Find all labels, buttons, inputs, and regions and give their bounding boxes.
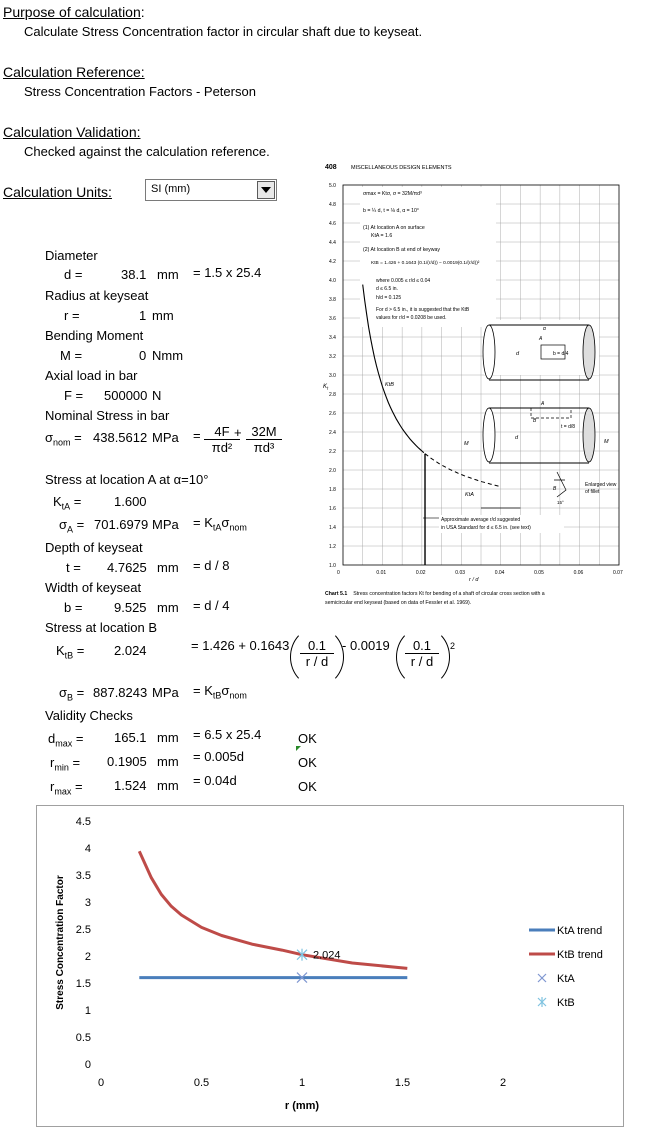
- ktb-formula-part2: - 0.0019: [342, 638, 390, 653]
- ref-note-8: d ≤ 6.5 in.: [376, 286, 398, 292]
- nominal-label: Nominal Stress in bar: [45, 408, 170, 423]
- ref-diag-t: t = d/8: [561, 424, 576, 430]
- data-label: 2.024: [313, 949, 341, 962]
- legend-item-ktb: [538, 997, 575, 1009]
- axial-label: Axial load in bar: [45, 368, 138, 383]
- legend-label: KtA: [557, 973, 575, 985]
- x-axis-title: r (mm): [284, 1100, 320, 1112]
- ref-note-4: KtA = 1.6: [371, 233, 393, 239]
- ktb-value: 2.024: [114, 643, 147, 658]
- ktb-symbol: $K_{tB}$ =: [56, 643, 85, 661]
- ref-enlarged-2: of fillet: [585, 489, 600, 495]
- legend-label: KtB: [557, 997, 575, 1009]
- ref-page-title: MISCELLANEOUS DESIGN ELEMENTS: [351, 165, 452, 171]
- legend-label: KtA trend: [557, 925, 603, 937]
- ref-y-tick: 1.2: [329, 544, 336, 550]
- ref-kta-label: KtA: [465, 492, 474, 498]
- legend-item-kta: [538, 973, 575, 985]
- rmin-unit: mm: [157, 754, 179, 769]
- ref-y-tick: 2.8: [329, 392, 336, 398]
- f-unit: N: [152, 388, 162, 403]
- legend-item-kta-trend: [529, 925, 602, 937]
- ref-caption-2: semicircular end keyseat (based on data of Fessler et al. 1969).: [325, 600, 472, 606]
- y-tick-label: 4.5: [75, 816, 91, 828]
- dmax-formula: = 6.5 x 25.4: [193, 727, 262, 742]
- ref-y-tick: 3.4: [329, 335, 336, 341]
- snom-symbol: $\sigma_{nom}$ =: [45, 430, 82, 448]
- ref-y-tick: 2.4: [329, 430, 336, 436]
- ref-x-tick: 0.07: [613, 570, 623, 576]
- rmax-status: OK: [298, 779, 317, 794]
- sa-unit: MPa: [152, 517, 179, 532]
- rmin-formula: = 0.005d: [193, 749, 244, 764]
- rmin-status: OK: [298, 755, 317, 770]
- sb-value: 887.8243: [93, 685, 148, 700]
- ref-y-tick: 5.0: [329, 183, 336, 189]
- ref-y-tick: 4.2: [329, 259, 336, 265]
- x-tick-label: 1.5: [394, 1077, 411, 1089]
- y-tick-label: 3: [84, 897, 91, 909]
- svg-text:A: A: [541, 401, 545, 407]
- reference-figure: [321, 160, 633, 610]
- ktb-frac2-den: r / d: [410, 654, 434, 669]
- dmax-status: OK: [298, 731, 317, 746]
- ref-y-tick: 4.6: [329, 221, 336, 227]
- snom-plus: +: [234, 425, 242, 440]
- purpose-text: Calculate Stress Concentration factor in circular shaft due to keyseat.: [24, 24, 423, 39]
- b-symbol: b =: [64, 600, 83, 615]
- purpose-heading: Purpose of calculation:: [3, 4, 145, 20]
- ref-y-tick: 3.8: [329, 297, 336, 303]
- sb-symbol: $\sigma_B$ =: [59, 685, 85, 703]
- ref-diag-d: d: [516, 351, 520, 357]
- svg-text:d: d: [515, 435, 519, 441]
- ref-y-tick: 1.0: [329, 563, 336, 569]
- ktb-frac2-num: 0.1: [405, 638, 439, 654]
- t-formula: = d / 8: [193, 558, 230, 573]
- sb-unit: MPa: [152, 685, 179, 700]
- reference-heading: Calculation Reference:: [3, 64, 145, 80]
- series-line-ktb-trend: [139, 851, 407, 968]
- r-value[interactable]: 1: [139, 308, 147, 323]
- ref-y-tick: 3.2: [329, 354, 336, 360]
- snom-value: 438.5612: [93, 430, 148, 445]
- d-value[interactable]: 38.1: [121, 267, 147, 282]
- x-tick-label: 1: [298, 1077, 306, 1089]
- ref-angle-label: 15°: [557, 500, 564, 505]
- ref-diag-a: A: [539, 336, 543, 342]
- ktb-formula-part1: = 1.426 + 0.1643: [191, 638, 290, 653]
- dmax-value: 165.1: [114, 730, 147, 745]
- y-tick-label: 0: [84, 1059, 91, 1071]
- m-unit: Nmm: [152, 348, 184, 363]
- ref-note-2: b = ¼ d, t = ⅛ d, α = 10°: [363, 208, 419, 214]
- validation-heading: Calculation Validation:: [3, 124, 141, 140]
- ref-y-tick: 4.8: [329, 202, 336, 208]
- ref-note-11: values for r/d = 0.0208 be used.: [376, 315, 447, 321]
- rmin-value: 0.1905: [107, 754, 147, 769]
- moment-label: Bending Moment: [45, 328, 144, 343]
- comment-indicator-icon: [296, 746, 301, 751]
- y-tick-label: 0.5: [75, 1032, 91, 1044]
- d-symbol: d =: [64, 267, 83, 282]
- ref-y-tick: 3.0: [329, 373, 336, 379]
- x-tick-label: 2: [499, 1077, 507, 1089]
- ref-diag-b: b = d/4: [553, 351, 569, 357]
- rmax-value: 1.524: [114, 778, 147, 793]
- ref-x-tick: 0.06: [573, 570, 584, 576]
- m-value[interactable]: 0: [139, 348, 147, 363]
- y-tick-label: 2.5: [75, 924, 91, 936]
- legend-label: KtB trend: [557, 949, 603, 961]
- sa-symbol: $\sigma_A$ =: [59, 517, 85, 535]
- snom-fraction-2: [246, 424, 282, 455]
- b-unit: mm: [157, 600, 179, 615]
- ref-y-tick: 1.8: [329, 487, 336, 493]
- units-selected-value: SI (mm): [151, 183, 191, 195]
- validity-label: Validity Checks: [45, 708, 133, 723]
- ref-diag-m-left: M: [464, 441, 469, 447]
- ktb-fraction-1: [300, 638, 334, 669]
- x-tick-label: 0: [97, 1077, 105, 1089]
- y-tick-label: 1: [84, 1005, 91, 1017]
- b-value: 9.525: [114, 600, 147, 615]
- snom-f1-num: 4F: [204, 424, 240, 440]
- rmax-unit: mm: [157, 778, 179, 793]
- svg-text:B: B: [553, 486, 557, 492]
- ref-x-tick: 0.02: [415, 570, 426, 576]
- ref-approx-1: Approximate average r/d suggested: [441, 517, 521, 523]
- kta-symbol: $K_{tA}$ =: [53, 494, 82, 512]
- snom-f2-den: πd³: [253, 440, 275, 455]
- ref-note-6: KtB = 1.426 + 0.1643 (0.1/(r/d)) − 0.0019(0.1/(r/d))²: [371, 261, 480, 266]
- dmax-symbol: $d_{max}$ =: [48, 731, 84, 749]
- ref-note-5: (2) At location B at end of keyway: [363, 247, 440, 253]
- ref-note-3: (1) At location A on surface: [363, 225, 425, 231]
- f-value[interactable]: 500000: [104, 388, 148, 403]
- ref-x-ticks: [337, 570, 623, 576]
- ref-diag-m-right: M: [604, 439, 609, 445]
- rmax-formula: = 0.04d: [193, 773, 237, 788]
- location-a-label: Stress at location A at α=10°: [45, 472, 209, 487]
- ref-x-axis-label: r / d: [469, 577, 479, 583]
- f-symbol: F =: [64, 388, 84, 403]
- ref-note-1: σmax = Ktσ, σ = 32M/πd³: [363, 191, 422, 197]
- validation-text: Checked against the calculation reference.: [24, 144, 270, 159]
- reference-text: Stress Concentration Factors - Peterson: [24, 84, 256, 99]
- radius-label: Radius at keyseat: [45, 288, 149, 303]
- ref-y-tick: 2.0: [329, 468, 336, 474]
- location-b-label: Stress at location B: [45, 620, 157, 635]
- ktb-frac1-num: 0.1: [300, 638, 334, 654]
- diameter-label: Diameter: [45, 248, 98, 263]
- b-formula: = d / 4: [193, 598, 230, 613]
- dropdown-arrow-icon[interactable]: [257, 181, 275, 199]
- snom-f1-den: πd²: [211, 440, 233, 455]
- y-tick-label: 3.5: [75, 870, 91, 882]
- ref-y-axis-label: $K_t$: [323, 384, 329, 391]
- d-formula: = 1.5 x 25.4: [193, 265, 262, 280]
- y-tick-label: 4: [84, 843, 91, 855]
- ref-diag-b-point: B: [533, 418, 537, 424]
- sa-value: 701.6979: [94, 517, 149, 532]
- ref-y-tick: 1.6: [329, 506, 336, 512]
- kta-value: 1.600: [114, 494, 147, 509]
- ref-approx-2: in USA Standard for d ≤ 6.5 in. (see text): [441, 525, 531, 531]
- sb-formula: = $K_{tB}\sigma_{nom}$: [193, 683, 247, 701]
- ref-note-9: h/d = 0.125: [376, 295, 402, 301]
- ktb-frac1-den: r / d: [305, 654, 329, 669]
- y-axis-title: Stress Concentration Factor: [55, 875, 66, 1010]
- ref-y-tick: 3.6: [329, 316, 336, 322]
- ref-x-tick: 0.05: [534, 570, 544, 576]
- ref-y-tick: 4.0: [329, 278, 336, 284]
- ref-enlarged-1: Enlarged view: [585, 482, 617, 488]
- ref-x-tick: 0: [337, 570, 340, 576]
- reference-figure-svg: [321, 160, 633, 610]
- ref-x-tick: 0.04: [494, 570, 505, 576]
- ref-page-number: 408: [325, 164, 337, 171]
- ref-y-tick: 1.4: [329, 525, 336, 531]
- rmax-symbol: $r_{max}$ =: [50, 779, 83, 797]
- t-unit: mm: [157, 560, 179, 575]
- d-unit: mm: [157, 267, 179, 282]
- dmax-unit: mm: [157, 730, 179, 745]
- ktb-fraction-2: [405, 638, 439, 669]
- width-label: Width of keyseat: [45, 580, 142, 595]
- ref-caption-1: Chart 5.1 Stress concentration factors Kt for bending of a shaft of circular cross section with a: [325, 591, 545, 597]
- t-value: 4.7625: [107, 560, 147, 575]
- ref-ktb-label: KtB: [385, 382, 394, 388]
- sa-formula: = $K_{tA}\sigma_{nom}$: [193, 515, 247, 533]
- ref-enlarged-fillet: [553, 472, 617, 505]
- snom-f2-num: 32M: [246, 424, 282, 440]
- ref-x-tick: 0.01: [376, 570, 387, 576]
- ref-note-10: For d > 6.5 in., it is suggested that the KtB: [376, 307, 470, 313]
- chart-container[interactable]: [36, 805, 624, 1127]
- t-symbol: t =: [66, 560, 81, 575]
- ref-x-tick: 0.03: [455, 570, 466, 576]
- ktb-exponent: 2: [450, 641, 456, 651]
- legend-item-ktb-trend: [529, 949, 603, 961]
- m-symbol: M =: [60, 348, 83, 363]
- ref-note-7: where 0.005 ≤ r/d ≤ 0.04: [376, 278, 431, 284]
- x-tick-label: 0.5: [193, 1077, 210, 1089]
- r-symbol: r =: [64, 308, 80, 323]
- ref-y-tick: 4.4: [329, 240, 336, 246]
- y-tick-label: 1.5: [75, 978, 91, 990]
- snom-unit: MPa: [152, 430, 179, 445]
- ref-shaft-diagram-top: [483, 320, 599, 380]
- depth-label: Depth of keyseat: [45, 540, 143, 555]
- rmin-symbol: $r_{min}$ =: [50, 755, 81, 773]
- units-label: Calculation Units:: [3, 184, 112, 200]
- ref-y-ticks: [329, 183, 336, 569]
- snom-equals: =: [193, 428, 201, 443]
- ref-y-tick: 2.2: [329, 449, 336, 455]
- ref-diag-alpha: α: [543, 326, 546, 332]
- stress-chart: [37, 806, 623, 1126]
- units-dropdown[interactable]: [145, 179, 277, 201]
- y-tick-label: 2: [84, 951, 91, 963]
- ref-y-tick: 2.6: [329, 411, 336, 417]
- r-unit: mm: [152, 308, 174, 323]
